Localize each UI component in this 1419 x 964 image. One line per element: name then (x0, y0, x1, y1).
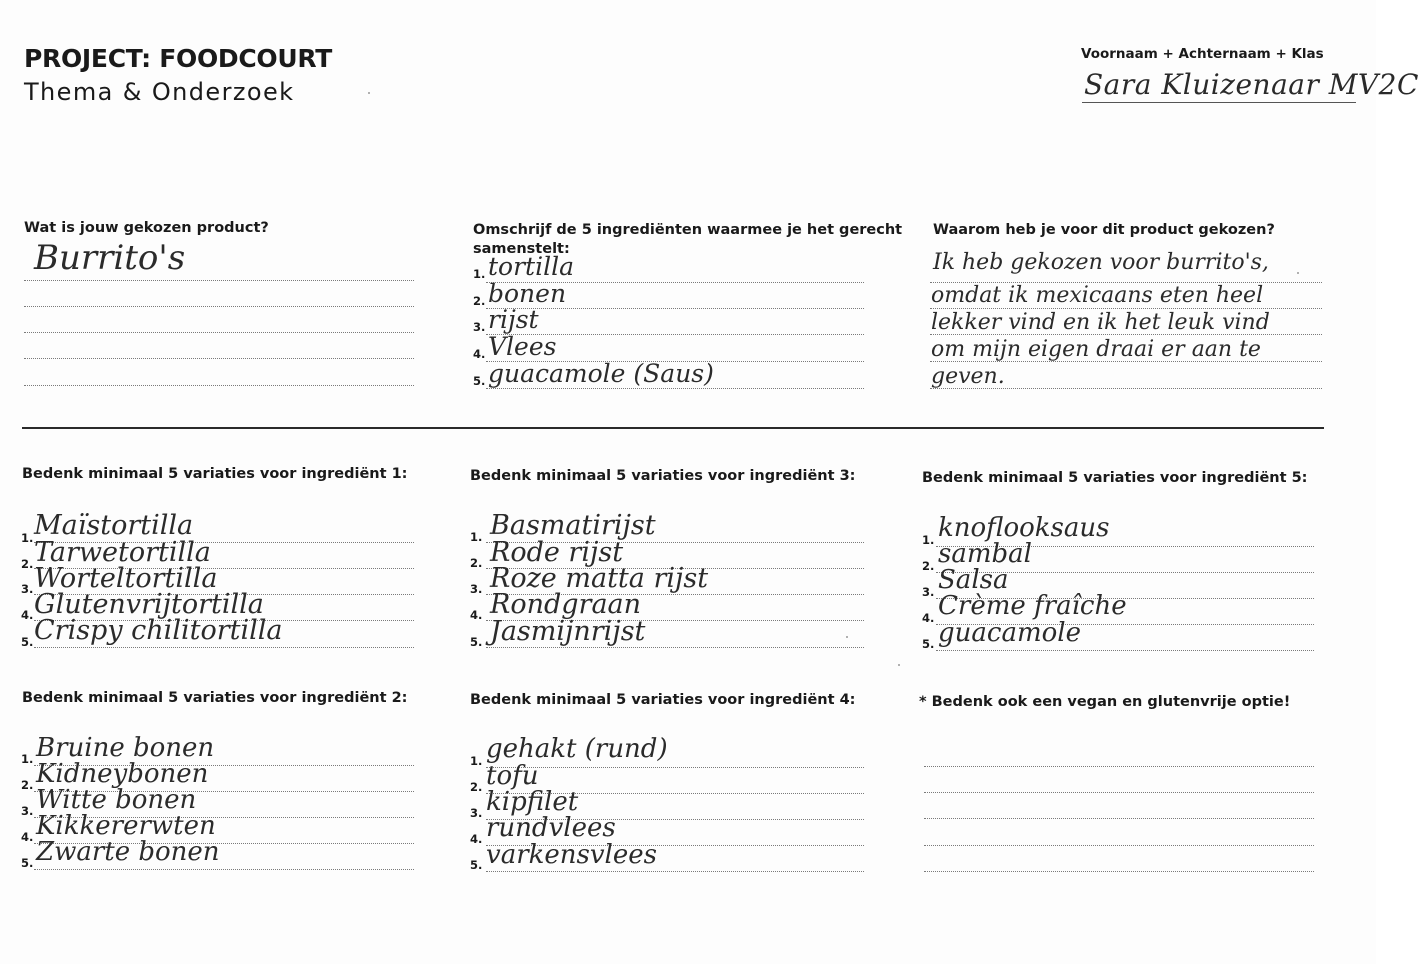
reason-answer-line: lekker vind en ik het leuk vind (931, 310, 1270, 335)
answer-line (486, 388, 864, 389)
list-number: 3. (470, 582, 483, 596)
ingredient-item: Vlees (488, 332, 557, 361)
list-number: 4. (473, 347, 486, 361)
reason-answer-line: Ik heb gekozen voor burrito's, (933, 250, 1269, 275)
name-field-label: Voornaam + Achternaam + Klas (1081, 46, 1324, 62)
list-number: 3. (21, 804, 34, 818)
answer-line (924, 818, 1314, 819)
variation-item: Zwarte bonen (36, 837, 220, 867)
answer-line (24, 385, 414, 386)
list-number: 1. (470, 754, 483, 768)
variation-item: sambal (938, 539, 1032, 569)
variation-item: rundvlees (486, 813, 616, 843)
answer-line (486, 647, 864, 648)
list-number: 4. (21, 830, 34, 844)
variation-item: Kikkererwten (36, 811, 216, 841)
variations-2-label: Bedenk minimaal 5 variaties voor ingrediënt 2: (22, 690, 408, 706)
list-number: 1. (21, 531, 34, 545)
list-number: 1. (21, 752, 34, 766)
variation-item: gehakt (rund) (486, 734, 668, 764)
variations-1-label: Bedenk minimaal 5 variaties voor ingrediënt 1: (22, 466, 408, 482)
name-field-underline (1082, 102, 1356, 103)
list-number: 2. (21, 778, 34, 792)
variation-item: Kidneybonen (36, 759, 209, 789)
list-number: 2. (21, 557, 34, 571)
list-number: 1. (470, 530, 483, 544)
list-number: 3. (473, 320, 486, 334)
variation-item: Roze matta rijst (490, 563, 709, 594)
name-field-value: Sara Kluizenaar MV2C (1084, 68, 1419, 101)
variation-item: tofu (486, 761, 539, 791)
answer-line (34, 869, 414, 870)
variation-item: Witte bonen (36, 785, 197, 815)
answer-line (936, 650, 1314, 651)
variation-item: Basmatirijst (490, 510, 656, 541)
page-subtitle: Thema & Onderzoek (24, 78, 295, 106)
variation-item: Salsa (938, 565, 1009, 595)
ingredient-item: bonen (488, 279, 567, 308)
answer-line (486, 767, 864, 768)
list-number: 4. (922, 611, 935, 625)
variation-item: knoflooksaus (938, 513, 1110, 543)
list-number: 4. (21, 608, 34, 622)
list-number: 5. (922, 637, 935, 651)
answer-line (924, 792, 1314, 793)
vegan-note: * Bedenk ook een vegan en glutenvrije optie! (919, 694, 1291, 710)
list-number: 5. (473, 374, 486, 388)
answer-line (486, 871, 864, 872)
answer-line (924, 766, 1314, 767)
scan-speck (1297, 272, 1299, 274)
answer-line (486, 308, 864, 309)
list-number: 5. (21, 635, 34, 649)
product-answer: Burrito's (34, 238, 186, 278)
list-number: 1. (473, 267, 486, 281)
variation-item: Rode rijst (490, 537, 624, 568)
list-number: 3. (21, 582, 34, 596)
reason-answer-line: om mijn eigen draai er aan te (931, 337, 1261, 362)
answer-line (34, 647, 414, 648)
ingredient-item: rijst (488, 305, 539, 334)
variations-5-label: Bedenk minimaal 5 variaties voor ingrediënt 5: (922, 470, 1308, 486)
list-number: 2. (922, 559, 935, 573)
answer-line (930, 308, 1322, 309)
list-number: 5. (470, 858, 483, 872)
variations-3-label: Bedenk minimaal 5 variaties voor ingrediënt 3: (470, 468, 856, 484)
reason-answer-line: geven. (931, 364, 1005, 389)
answer-line (930, 334, 1322, 335)
answer-line (924, 845, 1314, 846)
reason-answer-line: omdat ik mexicaans eten heel (931, 283, 1264, 308)
list-number: 5. (470, 635, 483, 649)
list-number: 2. (470, 780, 483, 794)
variation-item: varkensvlees (486, 840, 657, 870)
list-number: 3. (922, 585, 935, 599)
answer-line (24, 306, 414, 307)
variations-4-label: Bedenk minimaal 5 variaties voor ingrediënt 4: (470, 692, 856, 708)
answer-line (930, 388, 1322, 389)
variation-item: Jasmijnrijst (490, 616, 646, 647)
variation-item: Bruine bonen (36, 733, 215, 763)
page-title: PROJECT: FOODCOURT (24, 44, 332, 73)
list-number: 2. (470, 556, 483, 570)
ingredients-question-line: Omschrijf de 5 ingrediënten waarmee je het gerecht (473, 222, 903, 238)
list-number: 4. (470, 832, 483, 846)
scan-speck (846, 636, 848, 638)
variation-item: Crème fraîche (938, 591, 1127, 621)
ingredient-item: guacamole (Saus) (488, 359, 714, 388)
answer-line (924, 871, 1314, 872)
variation-item: Worteltortilla (34, 563, 218, 594)
list-number: 5. (21, 856, 34, 870)
ingredient-item: tortilla (488, 252, 574, 281)
scan-speck (898, 664, 900, 666)
variation-item: Maïstortilla (34, 510, 194, 541)
variation-item: Crispy chilitortilla (34, 615, 283, 646)
variation-item: Tarwetortilla (34, 537, 211, 568)
list-number: 3. (470, 806, 483, 820)
scan-speck (368, 92, 370, 94)
answer-line (24, 280, 414, 281)
product-question: Wat is jouw gekozen product? (24, 220, 269, 236)
reason-question: Waarom heb je voor dit product gekozen? (933, 222, 1275, 238)
ingredients-question-line: samenstelt: (473, 241, 570, 257)
variation-item: kipfilet (486, 787, 579, 817)
variation-item: Rondgraan (490, 589, 642, 620)
list-number: 2. (473, 294, 486, 308)
list-number: 1. (922, 533, 935, 547)
answer-line (24, 332, 414, 333)
answer-line (24, 358, 414, 359)
answer-line (930, 361, 1322, 362)
list-number: 4. (470, 608, 483, 622)
variation-item: Glutenvrijtortilla (34, 589, 264, 620)
section-divider (22, 427, 1324, 429)
variation-item: guacamole (938, 618, 1081, 648)
